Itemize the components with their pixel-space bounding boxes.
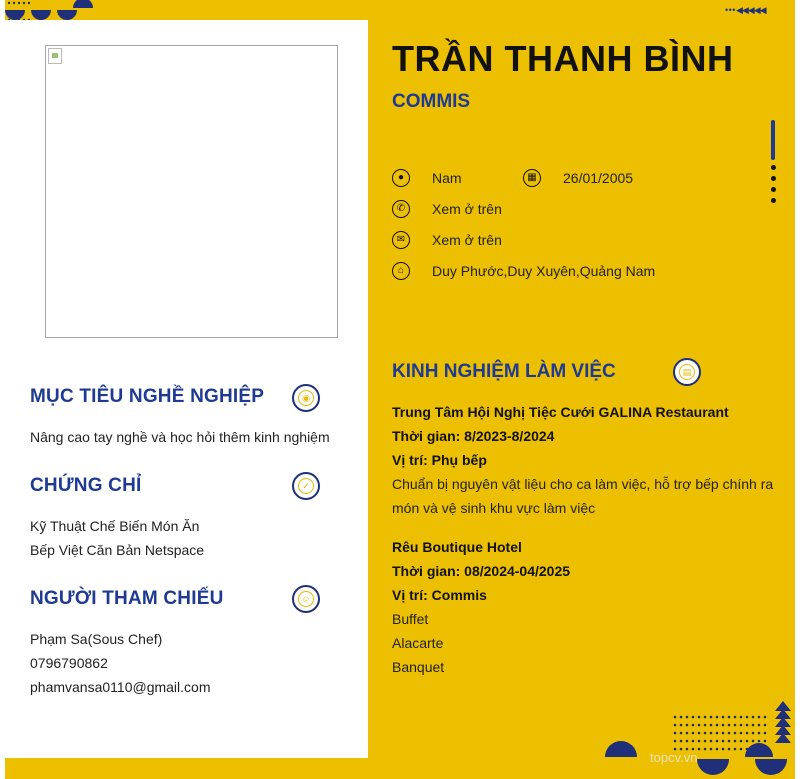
- target-icon: ◉: [292, 384, 320, 412]
- certificate-item: Kỹ Thuật Chế Biến Món Ăn: [30, 518, 200, 534]
- phone-icon: ✆: [392, 200, 410, 218]
- birthdate-row: [523, 168, 633, 188]
- gender-value: Nam: [432, 170, 462, 186]
- left-panel: [5, 20, 368, 758]
- arrow-decoration-top-right: • • • ◀◀◀◀◀: [725, 5, 766, 15]
- objective-title: MỤC TIÊU NGHỀ NGHIỆP: [30, 386, 265, 407]
- job-company: Rêu Boutique Hotel: [392, 539, 522, 555]
- calendar-icon: ▦: [523, 169, 541, 187]
- phone-row: [392, 199, 502, 219]
- gender-row: [392, 168, 462, 188]
- decoration-dot: [771, 176, 776, 181]
- certificate-item: Bếp Việt Căn Bản Netspace: [30, 542, 205, 558]
- user-icon: ☺: [292, 585, 320, 613]
- references-title: NGƯỜI THAM CHIẾU: [30, 588, 224, 609]
- birthdate-value: 26/01/2005: [563, 170, 634, 186]
- candidate-role: COMMIS: [392, 91, 471, 112]
- decoration-dot: [771, 187, 776, 192]
- job-detail: Buffet: [392, 611, 429, 627]
- home-icon: ⌂: [392, 262, 410, 280]
- mail-icon: ✉: [392, 231, 410, 249]
- resume-page: [5, 0, 795, 779]
- reference-email: phamvansa0110@gmail.com: [30, 679, 211, 695]
- job-position: Vị trí: Commis: [392, 587, 487, 603]
- decoration-dot: [771, 165, 776, 170]
- certificates-title: CHỨNG CHỈ: [30, 475, 142, 496]
- job-period: Thời gian: 8/2023-8/2024: [392, 428, 555, 444]
- reference-phone: 0796790862: [30, 655, 108, 671]
- job-period: Thời gian: 08/2024-04/2025: [392, 563, 571, 579]
- reference-name: Phạm Sa(Sous Chef): [30, 631, 163, 647]
- job-detail: Banquet: [392, 659, 445, 675]
- objective-text: Nâng cao tay nghề và học hỏi thêm kinh nghiệm: [30, 429, 330, 445]
- decoration-bar: [771, 120, 775, 160]
- email-row: [392, 230, 502, 250]
- corner-decoration-bottom-right: [605, 699, 795, 779]
- experience-title: KINH NGHIỆM LÀM VIỆC: [392, 361, 616, 382]
- phone-value: Xem ở trên: [432, 201, 502, 217]
- person-icon: ●: [392, 169, 410, 187]
- broken-image-icon: [48, 48, 62, 64]
- experience-item: [392, 400, 777, 520]
- decoration-dot: [771, 198, 776, 203]
- badge-icon: ✓: [292, 472, 320, 500]
- briefcase-icon: ▤: [673, 358, 701, 386]
- watermark: topcv.vn: [650, 750, 698, 765]
- job-position: Vị trí: Phụ bếp: [392, 452, 487, 468]
- email-value: Xem ở trên: [432, 232, 502, 248]
- address-row: [392, 261, 655, 281]
- job-detail: Chuẩn bị nguyên vật liệu cho ca làm việc, hỗ trợ bếp chính ra món và vệ sinh khu vực làm việc: [392, 476, 774, 516]
- address-value: Duy Phước,Duy Xuyên,Quảng Nam: [432, 263, 656, 279]
- profile-photo: [45, 45, 338, 338]
- job-detail: Alacarte: [392, 635, 444, 651]
- job-company: Trung Tâm Hội Nghị Tiệc Cưới GALINA Restaurant: [392, 404, 729, 420]
- experience-item: [392, 535, 777, 679]
- candidate-name: TRẦN THANH BÌNH: [392, 38, 734, 79]
